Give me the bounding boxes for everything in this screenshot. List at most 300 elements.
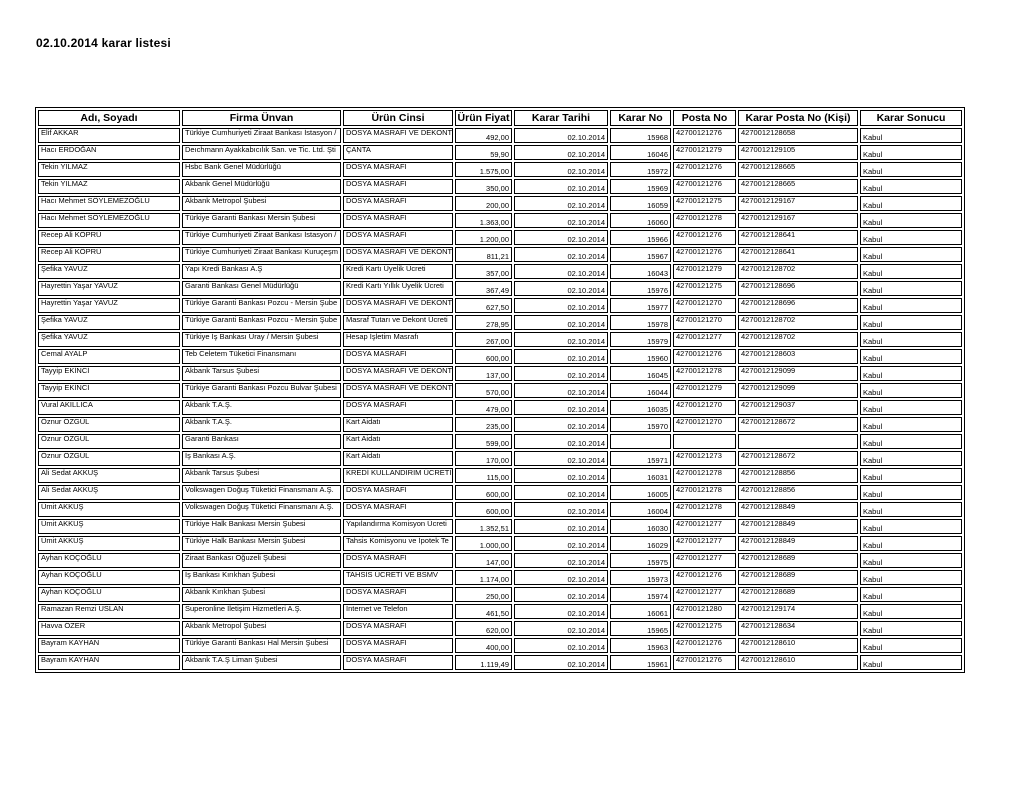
table-cell: 42700121270 [673, 417, 736, 432]
column-header: Adı, Soyadı [38, 110, 180, 126]
table-cell: 02.10.2014 [514, 366, 608, 381]
table-cell: 15960 [610, 349, 671, 364]
table-cell: 42700121270 [673, 298, 736, 313]
table-cell: 42700121276 [673, 638, 736, 653]
table-cell: Kabul [860, 213, 962, 228]
header-row [38, 110, 962, 126]
table-cell: 42700121279 [673, 264, 736, 279]
table-cell: Türkiye Garanti Bankası Pozcu - Mersin Şube [182, 315, 341, 330]
table-cell: Kabul [860, 128, 962, 143]
table-cell: Ramazan Remzi USLAN [38, 604, 180, 619]
table-cell: 4270012129174 [738, 604, 858, 619]
table-cell: 1.200,00 [455, 230, 512, 245]
table-row [38, 400, 962, 415]
table-cell: 02.10.2014 [514, 179, 608, 194]
table-cell: 492,00 [455, 128, 512, 143]
table-cell: 4270012128696 [738, 298, 858, 313]
table-cell: 15974 [610, 587, 671, 602]
table-row [38, 570, 962, 585]
table-cell: İnternet ve Telefon [343, 604, 453, 619]
table-cell: 4270012128696 [738, 281, 858, 296]
table-cell: 02.10.2014 [514, 519, 608, 534]
table-cell: 02.10.2014 [514, 332, 608, 347]
table-cell: 42700121277 [673, 536, 736, 551]
column-header: Karar Posta No (Kişi) [738, 110, 858, 126]
table-cell: 42700121276 [673, 349, 736, 364]
table-cell: 42700121277 [673, 587, 736, 602]
table-cell: Tayyip EKİNCİ [38, 383, 180, 398]
table-row [38, 213, 962, 228]
table-cell: Kabul [860, 451, 962, 466]
table-cell: Bayram KAYHAN [38, 655, 180, 670]
table-cell: 15961 [610, 655, 671, 670]
table-cell: 02.10.2014 [514, 230, 608, 245]
table-cell: 16004 [610, 502, 671, 517]
table-cell: Vural AKILLICA [38, 400, 180, 415]
table-cell: 367,49 [455, 281, 512, 296]
table-row [38, 502, 962, 517]
table-cell: 02.10.2014 [514, 451, 608, 466]
table-cell: 4270012128689 [738, 587, 858, 602]
table-cell: 02.10.2014 [514, 468, 608, 483]
table-cell: 16005 [610, 485, 671, 500]
table-cell: Kart Aidatı [343, 434, 453, 449]
table-cell: TAHSİS ÜCRETİ VE BSMV [343, 570, 453, 585]
table-cell: 42700121276 [673, 230, 736, 245]
table-cell: KREDİ KULLANDIRIM ÜCRETİ [343, 468, 453, 483]
table-cell: Kabul [860, 621, 962, 636]
table-cell: 02.10.2014 [514, 145, 608, 160]
table-cell: Kabul [860, 638, 962, 653]
table-cell [610, 434, 671, 449]
table-cell: 4270012128665 [738, 179, 858, 194]
table-cell: Kabul [860, 417, 962, 432]
table-cell: 357,00 [455, 264, 512, 279]
table-cell: 16035 [610, 400, 671, 415]
table-cell: Akbank Metropol Şubesi [182, 196, 341, 211]
table-cell: 267,00 [455, 332, 512, 347]
table-cell: Kabul [860, 536, 962, 551]
table-cell: Kabul [860, 519, 962, 534]
table-cell: Kabul [860, 349, 962, 364]
table-cell [673, 434, 736, 449]
table-cell: 15969 [610, 179, 671, 194]
table-cell: 42700121277 [673, 553, 736, 568]
table-cell: 42700121273 [673, 451, 736, 466]
table-cell: 02.10.2014 [514, 536, 608, 551]
table-cell: 278,95 [455, 315, 512, 330]
table-cell: Kart Aidatı [343, 417, 453, 432]
table-cell: Kabul [860, 162, 962, 177]
table-cell: Hayrettin Yaşar YAVUZ [38, 298, 180, 313]
table-cell: 02.10.2014 [514, 349, 608, 364]
table-cell: 4270012128856 [738, 485, 858, 500]
table-cell: 02.10.2014 [514, 383, 608, 398]
table-cell: 400,00 [455, 638, 512, 653]
table-cell: 02.10.2014 [514, 298, 608, 313]
column-header: Karar Sonucu [860, 110, 962, 126]
table-row [38, 162, 962, 177]
table-cell: Türkiye Garanti Bankası Pozcu - Mersin Şube [182, 298, 341, 313]
table-row [38, 383, 962, 398]
table-cell: DOSYA MASRAFI [343, 502, 453, 517]
table-cell: 42700121280 [673, 604, 736, 619]
table-row [38, 638, 962, 653]
table-cell: DOSYA MASRAFI [343, 587, 453, 602]
table-cell: 4270012129167 [738, 196, 858, 211]
table-cell: 02.10.2014 [514, 196, 608, 211]
table-cell: 15976 [610, 281, 671, 296]
table-cell: Öznur ÖZGÜL [38, 434, 180, 449]
table-row [38, 434, 962, 449]
table-cell: Türkiye Cumhuriyeti Ziraat Bankası İstasyon / [182, 128, 341, 143]
table-cell: 15979 [610, 332, 671, 347]
table-cell: DOSYA MASRAFI [343, 400, 453, 415]
table-cell: Deıchmann Ayakkabıcılık San. ve Tic. Ltd. Şti [182, 145, 341, 160]
table-cell: 15967 [610, 247, 671, 262]
table-cell: Ayhan KOÇOĞLU [38, 587, 180, 602]
table-cell: DOSYA MASRAFI [343, 213, 453, 228]
table-cell: 16043 [610, 264, 671, 279]
table-cell: 42700121278 [673, 366, 736, 381]
table-cell: 170,00 [455, 451, 512, 466]
table-row [38, 145, 962, 160]
table-cell: 115,00 [455, 468, 512, 483]
table-cell: DOSYA MASRAFI [343, 655, 453, 670]
table-row [38, 604, 962, 619]
table-cell: 02.10.2014 [514, 434, 608, 449]
table-cell: 42700121279 [673, 145, 736, 160]
table-cell: 250,00 [455, 587, 512, 602]
table-cell: Akbank T.A.Ş. [182, 417, 341, 432]
table-cell: 02.10.2014 [514, 655, 608, 670]
table-cell: 811,21 [455, 247, 512, 262]
table-cell: Öznur ÖZGÜL [38, 451, 180, 466]
table-cell: 15973 [610, 570, 671, 585]
table-cell: Akbank T.A.Ş Liman Şubesi [182, 655, 341, 670]
table-cell: 4270012129099 [738, 383, 858, 398]
table-cell: Şefika YAVUZ [38, 264, 180, 279]
table-row [38, 349, 962, 364]
table-cell: ÇANTA [343, 145, 453, 160]
table-cell: 02.10.2014 [514, 485, 608, 500]
table-cell: Ümit AKKUŞ [38, 519, 180, 534]
table-cell: Elif AKKAR [38, 128, 180, 143]
table-cell: Kabul [860, 485, 962, 500]
table-cell: Kabul [860, 332, 962, 347]
table-cell: Ümit AKKUŞ [38, 502, 180, 517]
table-cell: 4270012128702 [738, 315, 858, 330]
table-cell: 02.10.2014 [514, 400, 608, 415]
table-cell: 15975 [610, 553, 671, 568]
table-row [38, 519, 962, 534]
table-cell: Ali Sedat AKKUŞ [38, 485, 180, 500]
table-cell: 16030 [610, 519, 671, 534]
table-cell: 235,00 [455, 417, 512, 432]
table-cell: Öznur ÖZGÜL [38, 417, 180, 432]
table-cell: 137,00 [455, 366, 512, 381]
table-cell: 15965 [610, 621, 671, 636]
table-cell: 59,90 [455, 145, 512, 160]
table-cell: 479,00 [455, 400, 512, 415]
table-cell: 4270012128672 [738, 417, 858, 432]
table-cell: 42700121276 [673, 128, 736, 143]
table-cell: 600,00 [455, 485, 512, 500]
table-cell: DOSYA MASRAFI [343, 162, 453, 177]
table-row [38, 315, 962, 330]
table-cell: Kabul [860, 264, 962, 279]
table-cell: 16046 [610, 145, 671, 160]
table-cell: 4270012128849 [738, 536, 858, 551]
table-cell: 570,00 [455, 383, 512, 398]
table-cell: 42700121278 [673, 502, 736, 517]
table-cell: Cemal AYALP [38, 349, 180, 364]
table-cell: 42700121275 [673, 196, 736, 211]
table-cell: Türkiye İş Bankası Uray / Mersin Şubesi [182, 332, 341, 347]
column-header: Firma Ünvan [182, 110, 341, 126]
table-cell: 42700121276 [673, 655, 736, 670]
table-row [38, 553, 962, 568]
table-row [38, 468, 962, 483]
table-cell: 4270012128702 [738, 264, 858, 279]
page-title: 02.10.2014 karar listesi [36, 36, 171, 50]
table-cell: Kabul [860, 145, 962, 160]
table-row [38, 332, 962, 347]
column-header: Karar Tarihi [514, 110, 608, 126]
table-cell: Tayyip EKİNCİ [38, 366, 180, 381]
table-cell: 16045 [610, 366, 671, 381]
table-cell: 4270012128689 [738, 570, 858, 585]
table-cell [738, 434, 858, 449]
table-cell: 461,50 [455, 604, 512, 619]
table-cell: Türkiye Halk Bankası Mersin Şubesi [182, 536, 341, 551]
table-cell: DOSYA MASRAFI [343, 485, 453, 500]
table-cell: DOSYA MASRAFI VE DEKONT [343, 247, 453, 262]
table-cell: DOSYA MASRAFI [343, 196, 453, 211]
table-cell: 4270012128610 [738, 638, 858, 653]
table-row [38, 451, 962, 466]
table-cell: Kabul [860, 400, 962, 415]
table-cell: Kabul [860, 434, 962, 449]
table-row [38, 230, 962, 245]
table-cell: Akbank Tarsus Şubesi [182, 366, 341, 381]
table-cell: 4270012128689 [738, 553, 858, 568]
table-cell: 4270012128672 [738, 451, 858, 466]
table-cell: Tahsis Komisyonu ve İpotek Te [343, 536, 453, 551]
table-cell: Kabul [860, 587, 962, 602]
table-cell: Kabul [860, 281, 962, 296]
table-cell: Akbank Genel Müdürlüğü [182, 179, 341, 194]
table-cell: Akbank T.A.Ş. [182, 400, 341, 415]
table-cell: 350,00 [455, 179, 512, 194]
table-cell: Yapı Kredi Bankası A.Ş [182, 264, 341, 279]
table-cell: 42700121278 [673, 485, 736, 500]
column-header: Ürün Cinsi [343, 110, 453, 126]
table-cell: 02.10.2014 [514, 281, 608, 296]
table-cell: 42700121276 [673, 162, 736, 177]
table-cell: Garanti Bankası Genel Müdürlüğü [182, 281, 341, 296]
table-cell: 02.10.2014 [514, 315, 608, 330]
table-cell: 02.10.2014 [514, 570, 608, 585]
table-cell: 15977 [610, 298, 671, 313]
column-header: Posta No [673, 110, 736, 126]
table-cell: Kabul [860, 655, 962, 670]
table-cell: 15968 [610, 128, 671, 143]
table-cell: 15978 [610, 315, 671, 330]
table-row [38, 366, 962, 381]
table-cell: 16044 [610, 383, 671, 398]
table-cell: 02.10.2014 [514, 162, 608, 177]
table-cell: Kabul [860, 468, 962, 483]
table-cell: Kabul [860, 570, 962, 585]
table-cell: Kabul [860, 553, 962, 568]
table-cell: Ali Sedat AKKUŞ [38, 468, 180, 483]
table-row [38, 485, 962, 500]
table-cell: Recep Ali KÖPRÜ [38, 230, 180, 245]
table-cell: 42700121278 [673, 213, 736, 228]
table-cell: Kabul [860, 298, 962, 313]
table-cell: 4270012128610 [738, 655, 858, 670]
table-row [38, 179, 962, 194]
table-row [38, 655, 962, 670]
table-cell: 4270012128665 [738, 162, 858, 177]
column-header: Karar No [610, 110, 671, 126]
table-cell: 1.119,49 [455, 655, 512, 670]
table-row [38, 281, 962, 296]
table-cell: 4270012128658 [738, 128, 858, 143]
column-header: Ürün Fiyat [455, 110, 512, 126]
table-cell: 200,00 [455, 196, 512, 211]
table-cell: 4270012129037 [738, 400, 858, 415]
table-cell: Ziraat Bankası Oğuzeli Şubesi [182, 553, 341, 568]
table-cell: DOSYA MASRAFI [343, 349, 453, 364]
table-row [38, 587, 962, 602]
table-cell: 1.352,51 [455, 519, 512, 534]
table-cell: Masraf Tutarı ve Dekont Ücreti [343, 315, 453, 330]
table-cell: Recep Ali KÖPRÜ [38, 247, 180, 262]
table-cell: 42700121276 [673, 570, 736, 585]
table-cell: Kart Aidatı [343, 451, 453, 466]
table-cell: 4270012128641 [738, 230, 858, 245]
table-cell: 15971 [610, 451, 671, 466]
table-cell: 1.575,00 [455, 162, 512, 177]
table-cell: Türkiye Halk Bankası Mersin Şubesi [182, 519, 341, 534]
table-cell: Hacı ERDOĞAN [38, 145, 180, 160]
table-cell: Volkswagen Doğuş Tüketici Finansmanı A.Ş. [182, 502, 341, 517]
table-cell: Kabul [860, 604, 962, 619]
table-cell: Teb Celetem Tüketici Finansmanı [182, 349, 341, 364]
table-cell: 16029 [610, 536, 671, 551]
table-row [38, 264, 962, 279]
table-cell: 42700121278 [673, 468, 736, 483]
table-cell: 02.10.2014 [514, 621, 608, 636]
table-cell: Hacı Mehmet SÖYLEMEZOĞLU [38, 196, 180, 211]
table-cell: Kredi Kartı Üyelik Ücreti [343, 264, 453, 279]
table-cell: 42700121277 [673, 519, 736, 534]
table-cell: Türkiye Garanti Bankası Hal Mersin Şubesi [182, 638, 341, 653]
table-cell: 02.10.2014 [514, 587, 608, 602]
table-cell: Hacı Mehmet SÖYLEMEZOĞLU [38, 213, 180, 228]
table-cell: DOSYA MASRAFI [343, 638, 453, 653]
table-cell: 627,50 [455, 298, 512, 313]
decision-table [35, 107, 965, 673]
table-cell: Kredi Kartı Yıllık Üyelik Ücreti [343, 281, 453, 296]
table-cell: Hsbc Bank Genel Müdürlüğü [182, 162, 341, 177]
table-row [38, 247, 962, 262]
table-cell: İş Bankası Kırıkhan Şubesi [182, 570, 341, 585]
table-cell: Kabul [860, 196, 962, 211]
table-cell: Türkiye Cumhuriyeti Ziraat Bankası Kuruçeşm [182, 247, 341, 262]
table-cell: 1.174,00 [455, 570, 512, 585]
table-row [38, 298, 962, 313]
table-cell: Akbank Kırıkhan Şubesi [182, 587, 341, 602]
table-cell: 42700121275 [673, 281, 736, 296]
table-header [38, 110, 962, 126]
table-cell: 42700121275 [673, 621, 736, 636]
table-cell: 4270012128634 [738, 621, 858, 636]
table-row [38, 417, 962, 432]
table-cell: 42700121276 [673, 247, 736, 262]
table-cell: Hayrettin Yaşar YAVUZ [38, 281, 180, 296]
table-cell: Havva ÖZER [38, 621, 180, 636]
table-cell: Hesap İşletim Masrafı [343, 332, 453, 347]
table-cell: DOSYA MASRAFI [343, 179, 453, 194]
table-cell: Türkiye Cumhuriyeti Ziraat Bankası İstasyon / [182, 230, 341, 245]
table-cell: 147,00 [455, 553, 512, 568]
table-cell: Kabul [860, 179, 962, 194]
table-cell: Ayhan KOÇOĞLU [38, 553, 180, 568]
table-cell: Kabul [860, 315, 962, 330]
table-cell: 4270012129167 [738, 213, 858, 228]
table-cell: Kabul [860, 230, 962, 245]
table-cell: 16060 [610, 213, 671, 228]
table-cell: 16061 [610, 604, 671, 619]
table-cell: Akbank Tarsus Şubesi [182, 468, 341, 483]
table-cell: 4270012129105 [738, 145, 858, 160]
table-row [38, 196, 962, 211]
table-cell: 4270012128641 [738, 247, 858, 262]
table-cell: DOSYA MASRAFI VE DEKONT [343, 366, 453, 381]
table-cell: 16059 [610, 196, 671, 211]
table-cell: 02.10.2014 [514, 128, 608, 143]
table-cell: Ümit AKKUŞ [38, 536, 180, 551]
table-cell: 600,00 [455, 502, 512, 517]
table-cell: Tekin YILMAZ [38, 179, 180, 194]
table-cell: Ayhan KOÇOĞLU [38, 570, 180, 585]
table-cell: Bayram KAYHAN [38, 638, 180, 653]
table-cell: 1.363,00 [455, 213, 512, 228]
table-cell: 02.10.2014 [514, 264, 608, 279]
table-cell: 42700121270 [673, 315, 736, 330]
table-cell: 42700121279 [673, 383, 736, 398]
table-cell: Türkiye Garanti Bankası Pozcu Bulvar Şubesi [182, 383, 341, 398]
table-cell: DOSYA MASRAFI [343, 553, 453, 568]
table-body [38, 128, 962, 670]
table-cell: 02.10.2014 [514, 213, 608, 228]
table-cell: Kabul [860, 366, 962, 381]
table-cell: Garanti Bankası [182, 434, 341, 449]
table-cell: Tekin YILMAZ [38, 162, 180, 177]
table-cell: 4270012128849 [738, 519, 858, 534]
table-cell: 15970 [610, 417, 671, 432]
table-cell: Kabul [860, 247, 962, 262]
table-cell: DOSYA MASRAFI VE DEKONT [343, 128, 453, 143]
table-cell: 42700121276 [673, 179, 736, 194]
table-cell: Şefika YAVUZ [38, 315, 180, 330]
table-cell: 600,00 [455, 349, 512, 364]
table-cell: 02.10.2014 [514, 553, 608, 568]
table-cell: 15966 [610, 230, 671, 245]
